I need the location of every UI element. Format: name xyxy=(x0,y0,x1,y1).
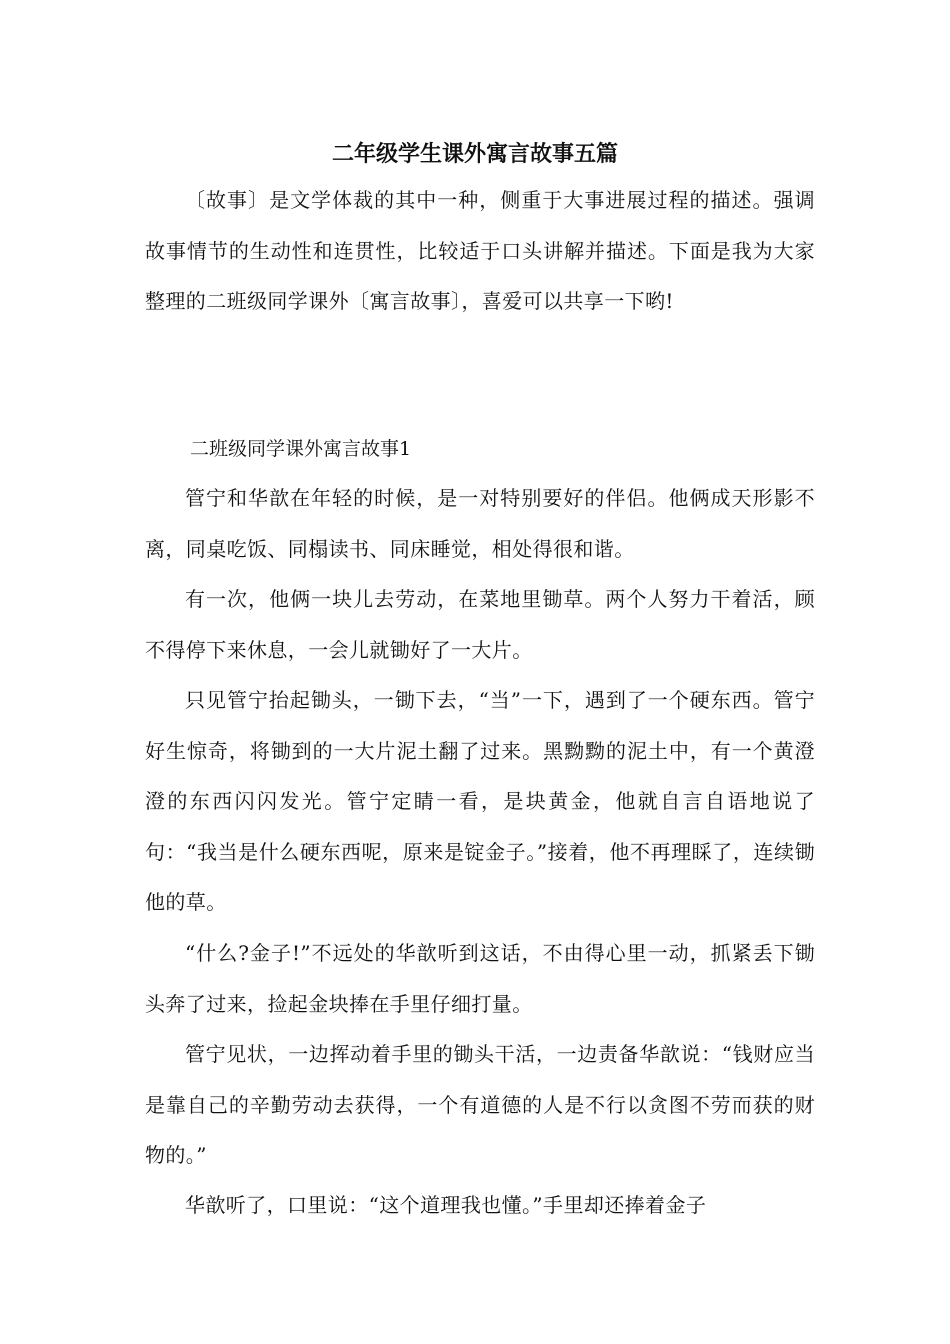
document-title: 二年级学生课外寓言故事五篇 xyxy=(331,141,618,167)
story-paragraph-5: 管宁见状，一边挥动着手里的锄头干活，一边责备华歆说：“钱财应当是靠自己的辛勤劳动去获得，一个有道德的人是不行以贪图不劳而获的财物的。” xyxy=(145,1042,815,1167)
story-paragraph-6: 华歆听了，口里说：“这个道理我也懂。”手里却还捧着金子 xyxy=(185,1193,707,1217)
intro-paragraph: 〔故事〕是文学体裁的其中一种，侧重于大事进展过程的描述。强调故事情节的生动性和连贯性，比较适于口头讲解并描述。下面是我为大家整理的二班级同学课外〔寓言故事〕，喜爱可以共享一下哟! xyxy=(145,188,815,313)
story-paragraph-4: “什么?金子!”不远处的华歆听到这话，不由得心里一动，抓紧丢下锄头奔了过来，捡起金块捧在手里仔细打量。 xyxy=(145,941,815,1016)
story-paragraph-2: 有一次，他俩一块儿去劳动，在菜地里锄草。两个人努力干着活，顾不得停下来休息，一会儿就锄好了一大片。 xyxy=(145,587,815,662)
section-heading: 二班级同学课外寓言故事1 xyxy=(190,438,412,460)
story-paragraph-3: 只见管宁抬起锄头，一锄下去，“当”一下，遇到了一个硬东西。管宁好生惊奇，将锄到的一大片泥土翻了过来。黑黝黝的泥土中，有一个黄澄澄的东西闪闪发光。管宁定睛一看，是块黄金，他就自言自语地说了句：“我当是什么硬东西呢，原来是锭金子。”接着，他不再理睬了，连续锄他的草。 xyxy=(145,688,815,914)
story-paragraph-1: 管宁和华歆在年轻的时候，是一对特别要好的伴侣。他俩成天形影不离，同桌吃饭、同榻读书、同床睡觉，相处得很和谐。 xyxy=(145,486,815,561)
